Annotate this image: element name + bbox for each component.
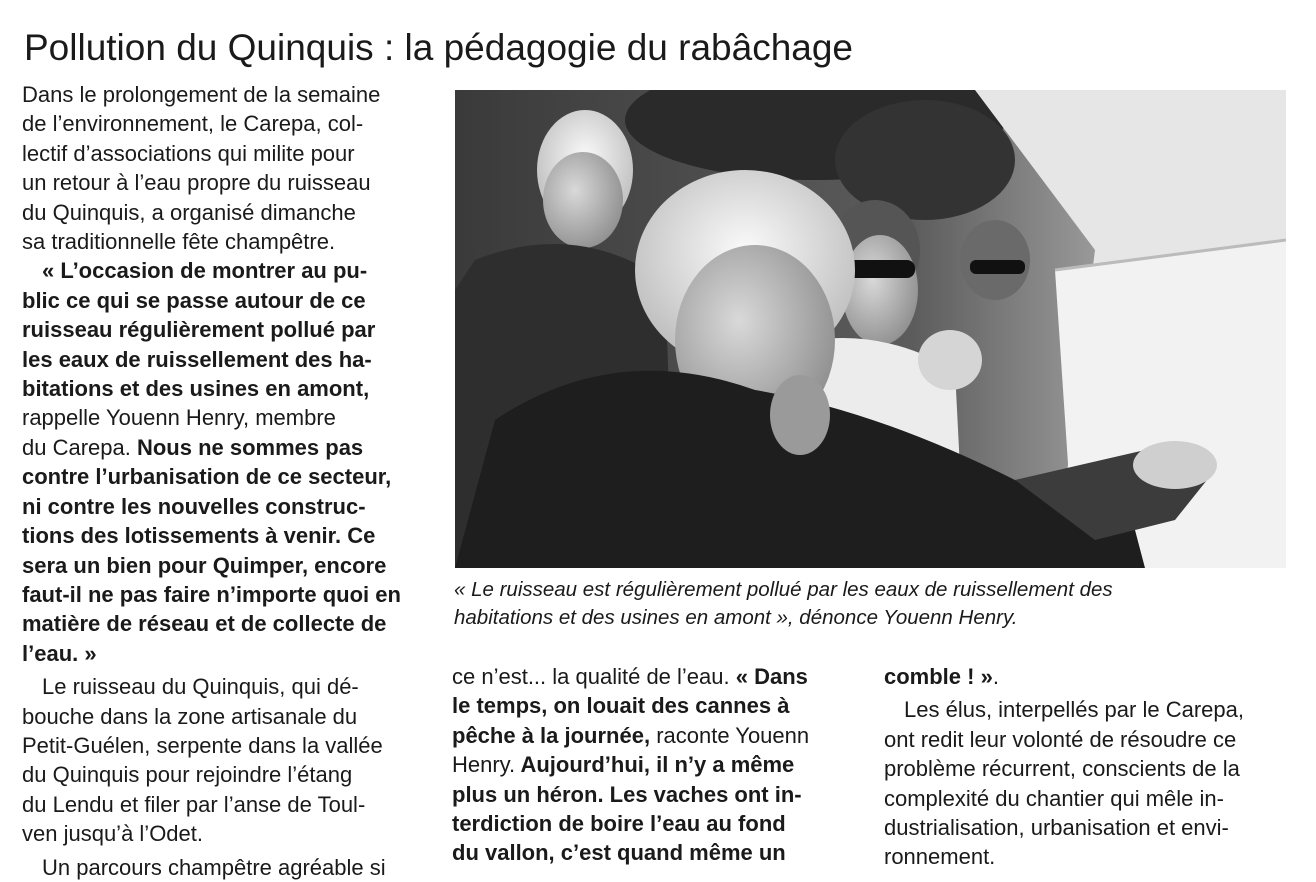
article-column-2 (452, 662, 856, 868)
article-column-1 (22, 80, 425, 882)
quinquis-paragraph: Le ruisseau du Quinquis, qui dé- bouche dans la zone artisanale du Petit-Guélen, serpente dans la vallée du Quinquis pour rejoindre l’étang du Lendu et filer par l’anse de Toul- ven jusqu’à l’Odet. (22, 674, 383, 847)
elus-paragraph: Les élus, interpellés par le Carepa, ont redit leur volonté de résoudre ce problème récurrent, conscients de la complexité du chantier qui mêle in- dustrialisation, urbanisation et envi- ronnement. (884, 697, 1244, 870)
parcours-paragraph: Un parcours champêtre agréable si (42, 854, 386, 880)
article-column-3 (884, 662, 1296, 872)
column2-paragraph: ce n’est... la qualité de l’eau. « Dans le temps, on louait des cannes à pêche à la journée, raconte Youenn Henry. Aujourd’hui, il n’y a même plus un héron. Les vaches ont in- terdiction de boire l’eau au fond du vallon, c’est quand même un (452, 664, 810, 866)
intro-paragraph: Dans le prolongement de la semaine de l’environnement, le Carepa, col- lectif d’associations qui milite pour un retour à l’eau propre du ruisseau du Quinquis, a organisé dimanche sa traditionnelle fête champêtre. (22, 82, 381, 255)
comble-line: comble ! ». (884, 664, 999, 689)
quote-paragraph: « L’occasion de montrer au pu- blic ce qui se passe autour de ce ruisseau régulièrement pollué par les eaux de ruissellement des ha- bitations et des usines en amont, rappelle Youenn Henry, membre du Carepa. Nous ne sommes pas contre l’urbanisation de ce secteur, ni contre les nouvelles construc- tions des lotissements à venir. Ce sera un bien pour Quimper, encore faut-il ne pas faire n’importe quoi en matière de réseau et de collecte de l’eau. » (22, 258, 401, 666)
article-photo (455, 90, 1286, 568)
photo-caption: « Le ruisseau est régulièrement pollué par les eaux de ruissellement des habitations et des usines en amont », dénonce Youenn Henry. (454, 578, 1113, 629)
headline: Pollution du Quinquis : la pédagogie du rabâchage (24, 27, 854, 68)
